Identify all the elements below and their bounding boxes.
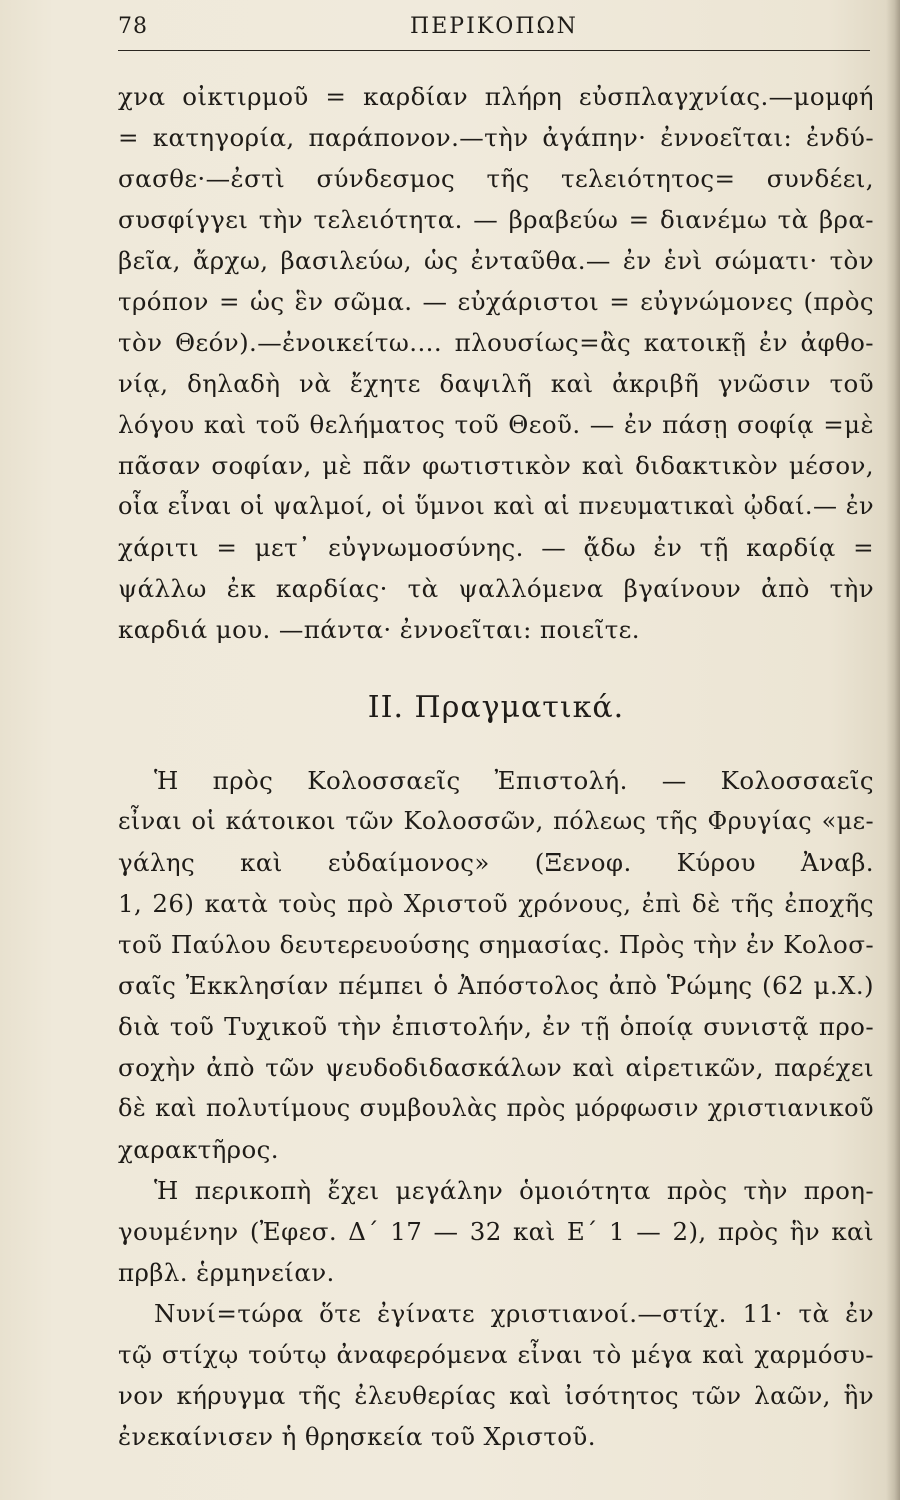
running-head: ΠΕΡΙΚΟΠΩΝ bbox=[410, 14, 578, 39]
section-spacer bbox=[118, 650, 874, 686]
paragraph-glossary bbox=[118, 76, 874, 650]
text-line: βεῖα, ἄρχω, βασιλεύω, ὡς ἐνταῦθα.— ἐν ἑνὶ σώματι· τὸν bbox=[118, 246, 874, 275]
text-line: εἶναι οἱ κάτοικοι τῶν Κολοσσῶν, πόλεως τῆς Φρυγίας «με- bbox=[118, 807, 874, 835]
text-line: τῷ στίχῳ τούτῳ ἀναφερόμενα εἶναι τὸ μέγα καὶ χαρμόσυ- bbox=[118, 1340, 874, 1369]
text-line: τὸν Θεόν).—ἐνοικείτω.... πλουσίως=ἂς κατοικῇ ἐν ἀφθο- bbox=[118, 328, 874, 357]
text-line: νίᾳ, δηλαδὴ νὰ ἔχητε δαψιλῆ καὶ ἀκριβῆ γνῶσιν τοῦ bbox=[118, 369, 874, 398]
body-text bbox=[118, 76, 874, 1457]
text-line: χαρακτῆρος. bbox=[118, 1135, 279, 1164]
section-title: ΙΙ. Πραγματικά. bbox=[367, 690, 625, 725]
text-line: δὲ καὶ πολυτίμους συμβουλὰς πρὸς μόρφωσιν χριστιανικοῦ bbox=[118, 1094, 874, 1122]
page-edge-shadow bbox=[886, 0, 900, 1500]
text-line: συσφίγγει τὴν τελειότητα. — βραβεύω = διανέμω τὰ βρα- bbox=[118, 205, 874, 234]
text-line: πᾶσαν σοφίαν, μὲ πᾶν φωτιστικὸν καὶ διδακτικὸν μέσον, bbox=[118, 451, 874, 480]
text-line: διὰ τοῦ Τυχικοῦ τὴν ἐπιστολήν, ἐν τῇ ὁποίᾳ συνιστᾷ προ- bbox=[118, 1012, 874, 1041]
text-line: Ἡ περικοπὴ ἔχει μεγάλην ὁμοιότητα πρὸς τὴν προη- bbox=[154, 1176, 874, 1205]
text-line: λόγου καὶ τοῦ θελήματος τοῦ Θεοῦ. — ἐν πάσῃ σοφίᾳ =μὲ bbox=[118, 410, 874, 439]
text-line: νον κήρυγμα τῆς ἐλευθερίας καὶ ἰσότητος τῶν λαῶν, ἣν bbox=[118, 1381, 874, 1410]
text-line: Νυνί=τώρα ὅτε ἐγίνατε χριστιανοί.—στίχ. 11· τὰ ἐν bbox=[154, 1299, 874, 1328]
text-line: 1, 26) κατὰ τοὺς πρὸ Χριστοῦ χρόνους, ἐπὶ δὲ τῆς ἐποχῆς bbox=[118, 889, 874, 918]
text-line: καρδιά μου. —πάντα· ἐννοεῖται: ποιεῖτε. bbox=[118, 615, 640, 644]
text-line: πρβλ. ἑρμηνείαν. bbox=[118, 1258, 335, 1287]
text-line: τρόπον = ὡς ἓν σῶμα. — εὐχάριστοι = εὐγνώμονες (πρὸς bbox=[118, 287, 874, 316]
text-line: ἐνεκαίνισεν ἡ θρησκεία τοῦ Χριστοῦ. bbox=[118, 1422, 596, 1451]
text-line: = κατηγορία, παράπονον.—τὴν ἀγάπην· ἐννοεῖται: ἐνδύ- bbox=[118, 123, 874, 152]
text-line: χνα οἰκτιρμοῦ = καρδίαν πλήρη εὐσπλαγχνίας.—μομφή bbox=[118, 82, 874, 111]
paragraph-nyni bbox=[118, 1293, 874, 1457]
text-line: γουμένην (Ἐφεσ. Δ΄ 17 — 32 καὶ Ε΄ 1 — 2), πρὸς ἣν καὶ bbox=[118, 1217, 874, 1246]
text-line: γάλης καὶ εὐδαίμονος» (Ξενοφ. Κύρου Ἀναβ. bbox=[118, 848, 874, 877]
text-line: Ἡ πρὸς Κολοσσαεῖς Ἐπιστολή. — Κολοσσαεῖς bbox=[154, 766, 874, 795]
paragraph-pericope bbox=[118, 1170, 874, 1293]
text-line: σοχὴν ἀπὸ τῶν ψευδοδιδασκάλων καὶ αἱρετικῶν, παρέχει bbox=[118, 1053, 874, 1082]
text-line: χάριτι = μετ᾽ εὐγνωμοσύνης. — ᾄδω ἐν τῇ καρδίᾳ = bbox=[118, 533, 874, 562]
page-header bbox=[118, 10, 870, 51]
page-number: 78 bbox=[118, 14, 148, 39]
text-line: τοῦ Παύλου δευτερευούσης σημασίας. Πρὸς τὴν ἐν Κολοσ- bbox=[118, 930, 874, 959]
text-line: σαῖς Ἐκκλησίαν πέμπει ὁ Ἀπόστολος ἀπὸ Ῥώμης (62 μ.Χ.) bbox=[118, 971, 874, 1000]
text-line: σασθε·—ἐστὶ σύνδεσμος τῆς τελειότητος= συνδέει, bbox=[118, 164, 874, 193]
paragraph-epistle bbox=[118, 760, 874, 1170]
text-line: οἷα εἶναι οἱ ψαλμοί, οἱ ὕμνοι καὶ αἱ πνευματικαὶ ᾠδαί.— ἐν bbox=[118, 492, 874, 520]
text-line: ψάλλω ἐκ καρδίας· τὰ ψαλλόμενα βγαίνουν ἀπὸ τὴν bbox=[118, 574, 874, 603]
